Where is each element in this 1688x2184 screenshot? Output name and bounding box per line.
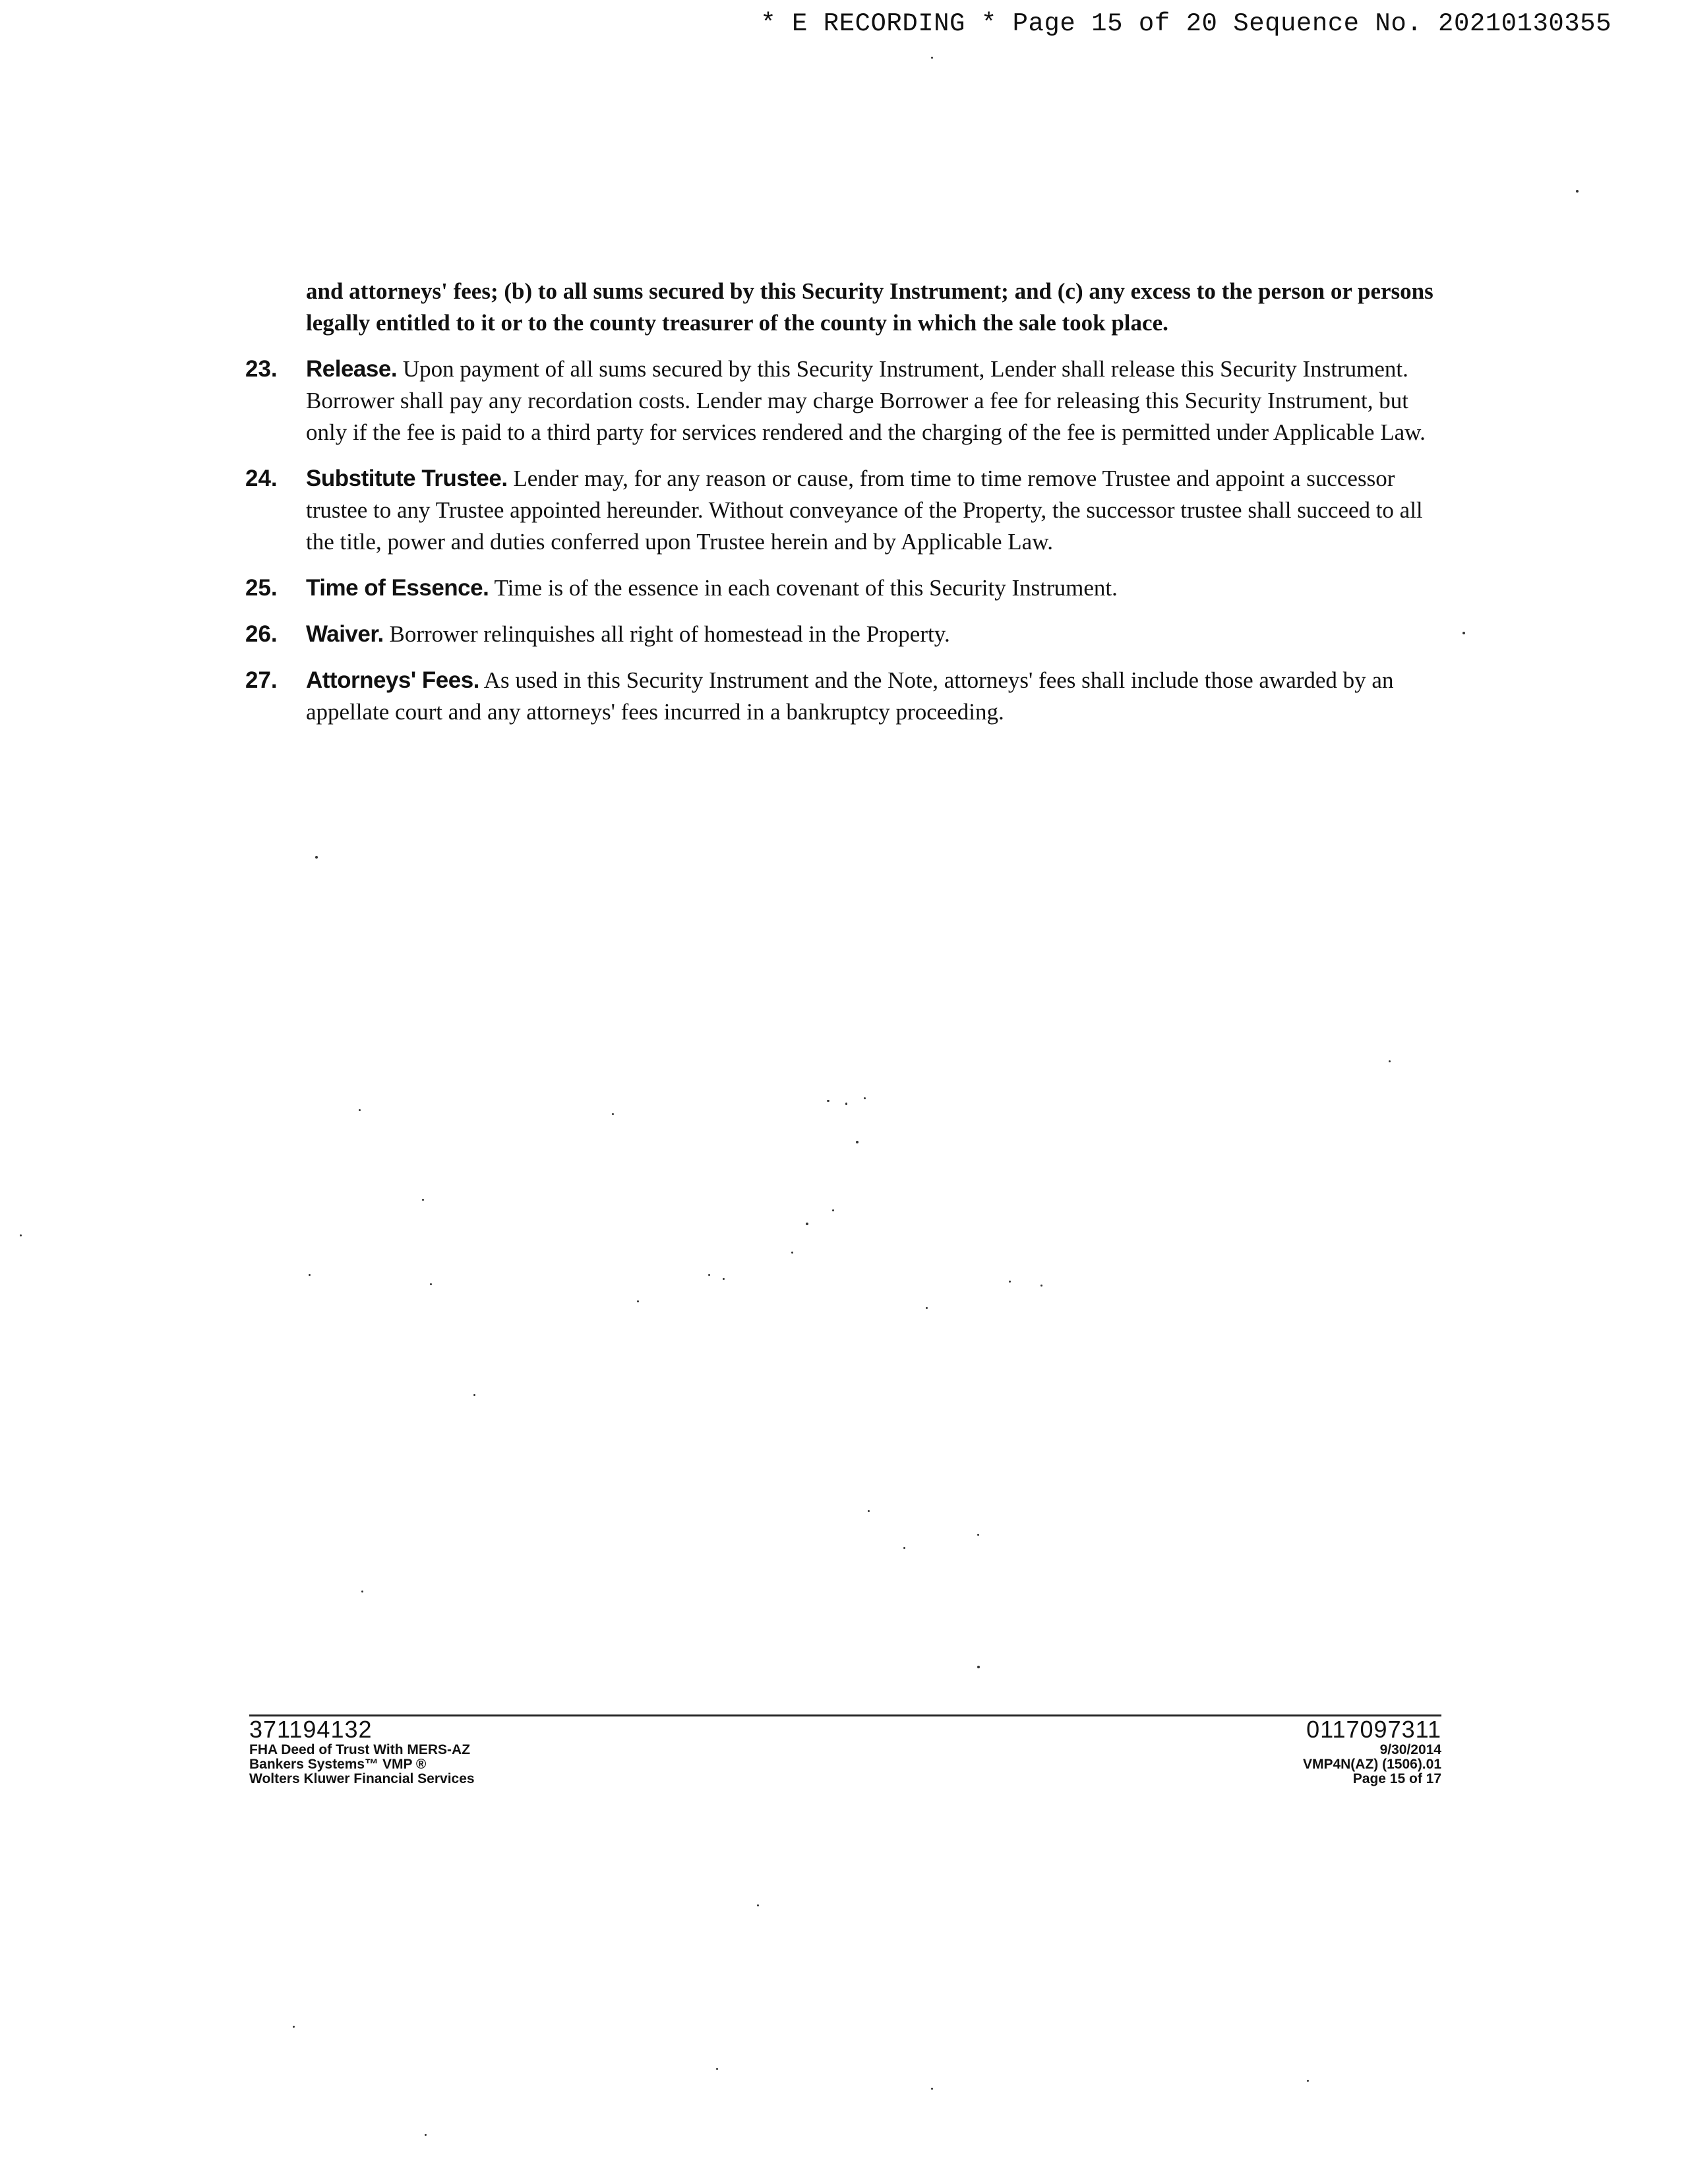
form-vendor: Bankers Systems™ VMP ® (249, 1757, 427, 1772)
section-heading: Release. (306, 356, 398, 382)
scan-speck (845, 1103, 847, 1105)
footer-left-number: 371194132 (249, 1716, 373, 1743)
form-code: VMP4N(AZ) (1506).01 (1302, 1757, 1441, 1772)
footer-left-block (249, 1716, 475, 1786)
section-25-time-of-essence (245, 572, 1445, 604)
scan-speck (926, 1307, 928, 1309)
scan-speck (1389, 1060, 1391, 1062)
scan-speck (868, 1510, 870, 1512)
section-number: 27. (245, 667, 278, 693)
scan-speck (293, 2026, 295, 2028)
scan-speck (716, 2068, 718, 2070)
form-publisher: Wolters Kluwer Financial Services (249, 1771, 475, 1786)
scan-speck (806, 1223, 808, 1225)
section-text: Time is of the essence in each covenant of this Security Instrument. (494, 575, 1118, 601)
scan-speck (612, 1113, 614, 1115)
scan-speck (20, 1234, 22, 1236)
section-heading: Substitute Trustee. (306, 466, 508, 491)
scan-speck (315, 856, 318, 859)
scan-speck (637, 1300, 639, 1302)
scan-speck (977, 1534, 979, 1536)
scan-speck (791, 1252, 793, 1254)
section-24-substitute-trustee (245, 463, 1445, 558)
section-23-release (245, 353, 1445, 448)
section-number: 24. (245, 466, 278, 491)
scan-speck (473, 1394, 475, 1396)
section-27-attorneys-fees (245, 665, 1445, 728)
scan-speck (827, 1100, 829, 1102)
scan-speck (1040, 1285, 1042, 1287)
form-title: FHA Deed of Trust With MERS-AZ (249, 1742, 471, 1757)
scan-speck (1307, 2080, 1309, 2082)
scan-speck (856, 1141, 859, 1143)
scan-speck (430, 1283, 432, 1285)
section-text: Lender may, for any reason or cause, from time to time remove Trustee and appoint a successor trustee to any Trustee appointed hereunder. Without conveyance of the Property, the successor trustee shall succeed to all the title, power and duties conferred upon Trustee herein and by Applicable Law. (306, 466, 1423, 555)
form-page-number: Page 15 of 17 (1352, 1771, 1441, 1786)
section-text: Borrower relinquishes all right of homestead in the Property. (389, 621, 950, 647)
recording-stamp: * E RECORDING * Page 15 of 20 Sequence No. 20210130355 (760, 9, 1612, 38)
scan-speck (931, 2088, 933, 2090)
scan-speck (864, 1097, 866, 1099)
section-number: 23. (245, 356, 278, 382)
section-text: Upon payment of all sums secured by this Security Instrument, Lender shall release this Security Instrument. Borrower shall pay any recordation costs. Lender may charge Borrower a fee for releasing this Security Instrument, but only if the fee is paid to a third party for services rendered and the charging of the fee is permitted under Applicable Law. (306, 356, 1426, 445)
intro-paragraph: and attorneys' fees; (b) to all sums secured by this Security Instrument; and (c) any excess to the person or persons legally entitled to it or to the county treasurer of the county in which the sale took place. (306, 278, 1433, 336)
scan-speck (425, 2134, 427, 2136)
page-footer (249, 1714, 1441, 1786)
scan-speck (1462, 632, 1465, 634)
scan-speck (361, 1591, 363, 1592)
footer-right-block (1303, 1716, 1441, 1786)
section-text: As used in this Security Instrument and the Note, attorneys' fees shall include those awarded by an appellate court and any attorneys' fees incurred in a bankruptcy proceeding. (306, 667, 1394, 725)
scan-speck (931, 57, 933, 59)
scan-speck (903, 1547, 905, 1549)
scan-speck (1009, 1281, 1011, 1283)
section-heading: Waiver. (306, 621, 384, 647)
scan-speck (757, 1904, 759, 1906)
scan-speck (359, 1109, 361, 1111)
scan-speck (723, 1278, 725, 1280)
scan-speck (977, 1666, 980, 1668)
section-number: 25. (245, 575, 278, 601)
section-number: 26. (245, 621, 278, 647)
form-date: 9/30/2014 (1379, 1742, 1441, 1757)
footer-right-number: 0117097311 (1306, 1716, 1441, 1743)
section-26-waiver (245, 619, 1445, 650)
section-heading: Time of Essence. (306, 575, 489, 601)
scan-speck (1576, 190, 1579, 193)
scan-speck (708, 1274, 710, 1276)
section-heading: Attorneys' Fees. (306, 667, 479, 693)
scan-speck (309, 1274, 311, 1276)
document-body (245, 276, 1445, 728)
scan-speck (832, 1209, 834, 1211)
scan-speck (422, 1199, 424, 1201)
